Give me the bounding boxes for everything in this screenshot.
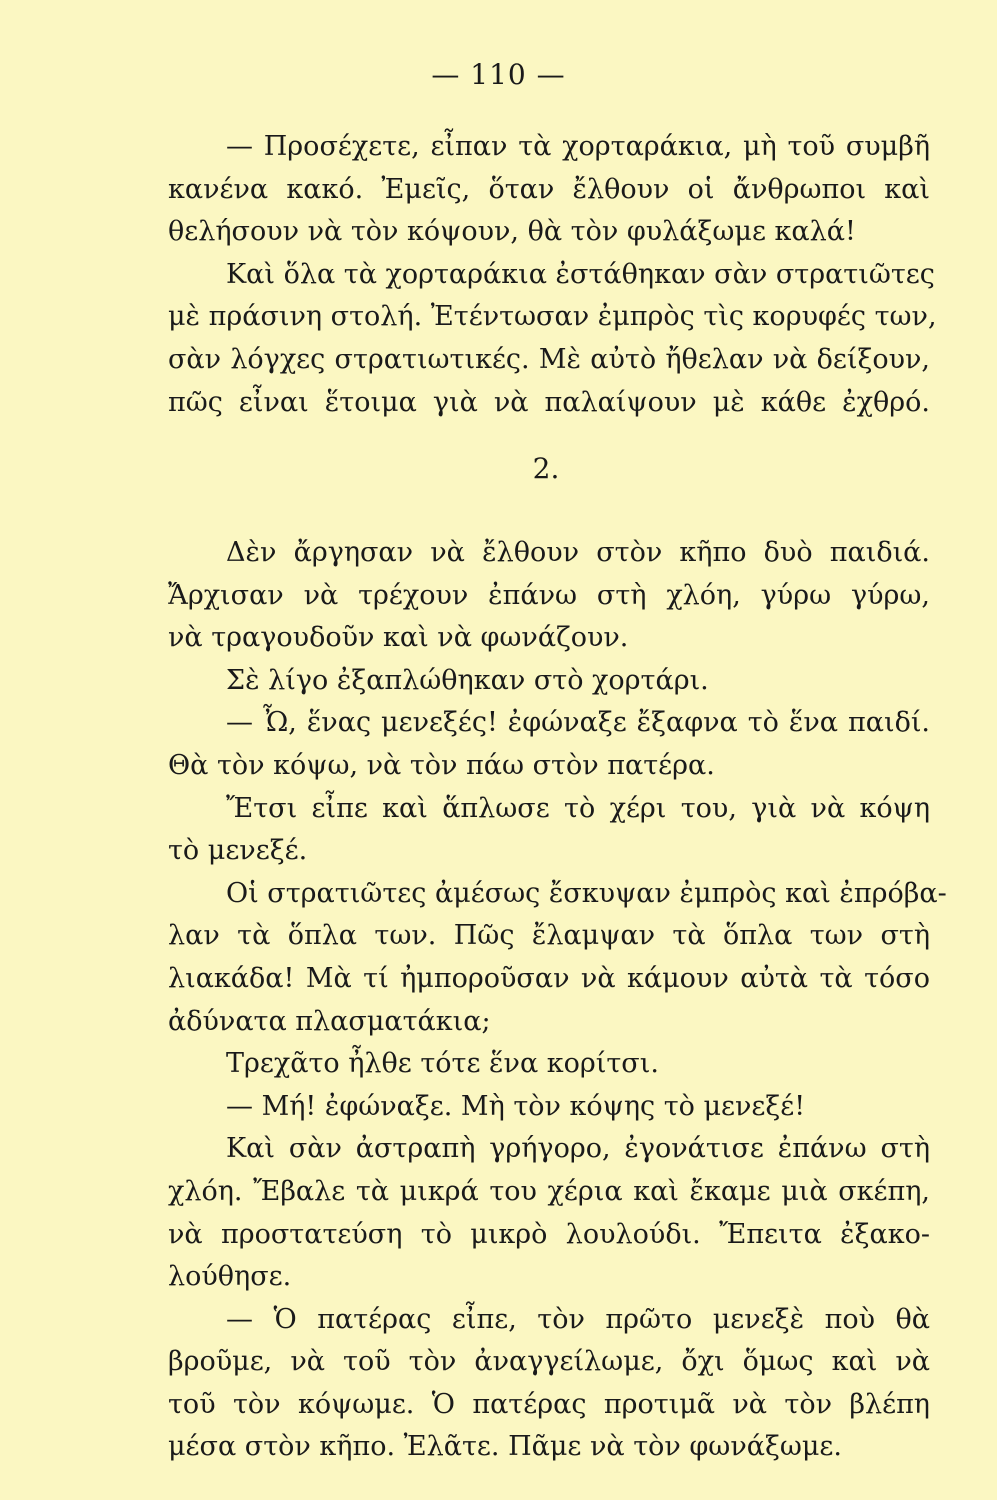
text-line: μέσα στὸν κῆπο. Ἐλᾶτε. Πᾶμε νὰ τὸν φωνάξωμε.	[168, 1431, 842, 1463]
text-line: λαν τὰ ὅπλα των. Πῶς ἔλαμψαν τὰ ὅπλα των στὴ	[168, 920, 930, 952]
text-line: νὰ τραγουδοῦν καὶ νὰ φωνάζουν.	[168, 622, 629, 654]
paragraph-block-top	[168, 126, 937, 424]
text-line: νὰ προστατεύση τὸ μικρὸ λουλούδι. Ἔπειτα ἐξακο-	[168, 1218, 930, 1250]
text-line: Καὶ ὅλα τὰ χορταράκια ἐστάθηκαν σὰν στρατιῶτες	[226, 258, 935, 290]
page-number: — 110 —	[431, 58, 566, 91]
text-line: τοῦ τὸν κόψωμε. Ὁ πατέρας προτιμᾶ νὰ τὸν βλέπη	[168, 1388, 930, 1420]
text-line: Καὶ σὰν ἀστραπὴ γρήγορο, ἐγονάτισε ἐπάνω στὴ	[226, 1133, 930, 1165]
text-line: λούθησε.	[168, 1261, 292, 1293]
section-number: 2.	[532, 452, 560, 485]
text-line: Οἱ στρατιῶτες ἀμέσως ἔσκυψαν ἐμπρὸς καὶ ἐπρόβα-	[226, 877, 947, 909]
text-line: πῶς εἶναι ἕτοιμα γιὰ νὰ παλαίψουν μὲ κάθε ἐχθρό.	[168, 386, 930, 418]
text-line: σὰν λόγχες στρατιωτικές. Μὲ αὐτὸ ἤθελαν νὰ δείξουν,	[168, 343, 930, 375]
text-line: λιακάδα! Μὰ τί ἠμποροῦσαν νὰ κάμουν αὐτὰ τὰ τόσο	[168, 962, 930, 994]
paragraph-block-bottom	[168, 532, 947, 1469]
text-line: μὲ πράσινη στολή. Ἐτέντωσαν ἐμπρὸς τὶς κορυφές των,	[168, 301, 937, 333]
text-line: κανένα κακό. Ἐμεῖς, ὅταν ἔλθουν οἱ ἄνθρωποι καὶ	[168, 173, 930, 205]
text-line: τὸ μενεξέ.	[168, 835, 308, 867]
text-line: Σὲ λίγο ἐξαπλώθηκαν στὸ χορτάρι.	[226, 664, 709, 696]
text-line: — Ὦ, ἕνας μενεξές! ἐφώναξε ἔξαφνα τὸ ἕνα παιδί.	[226, 707, 930, 739]
text-line: Ἔτσι εἶπε καὶ ἅπλωσε τὸ χέρι του, γιὰ νὰ κόψη	[226, 792, 930, 824]
text-line: Τρεχᾶτο ἦλθε τότε ἕνα κορίτσι.	[226, 1048, 659, 1080]
text-line: — Μή! ἐφώναξε. Μὴ τὸν κόψης τὸ μενεξέ!	[226, 1090, 806, 1122]
text-line: Ἄρχισαν νὰ τρέχουν ἐπάνω στὴ χλόη, γύρω γύρω,	[168, 579, 930, 611]
text-line: — Προσέχετε, εἶπαν τὰ χορταράκια, μὴ τοῦ συμβῆ	[226, 131, 930, 162]
text-line: Θὰ τὸν κόψω, νὰ τὸν πάω στὸν πατέρα.	[168, 749, 715, 781]
text-line: Δὲν ἄργησαν νὰ ἔλθουν στὸν κῆπο δυὸ παιδιά.	[226, 537, 930, 568]
text-line: χλόη. Ἔβαλε τὰ μικρά του χέρια καὶ ἔκαμε μιὰ σκέπη,	[168, 1175, 930, 1207]
text-line: θελήσουν νὰ τὸν κόψουν, θὰ τὸν φυλάξωμε καλά!	[168, 216, 856, 248]
text-line: ἀδύνατα πλασματάκια;	[168, 1005, 491, 1037]
text-line: βροῦμε, νὰ τοῦ τὸν ἀναγγείλωμε, ὄχι ὅμως καὶ νὰ	[168, 1346, 930, 1378]
text-line: — Ὁ πατέρας εἶπε, τὸν πρῶτο μενεξὲ ποὺ θὰ	[226, 1303, 930, 1335]
